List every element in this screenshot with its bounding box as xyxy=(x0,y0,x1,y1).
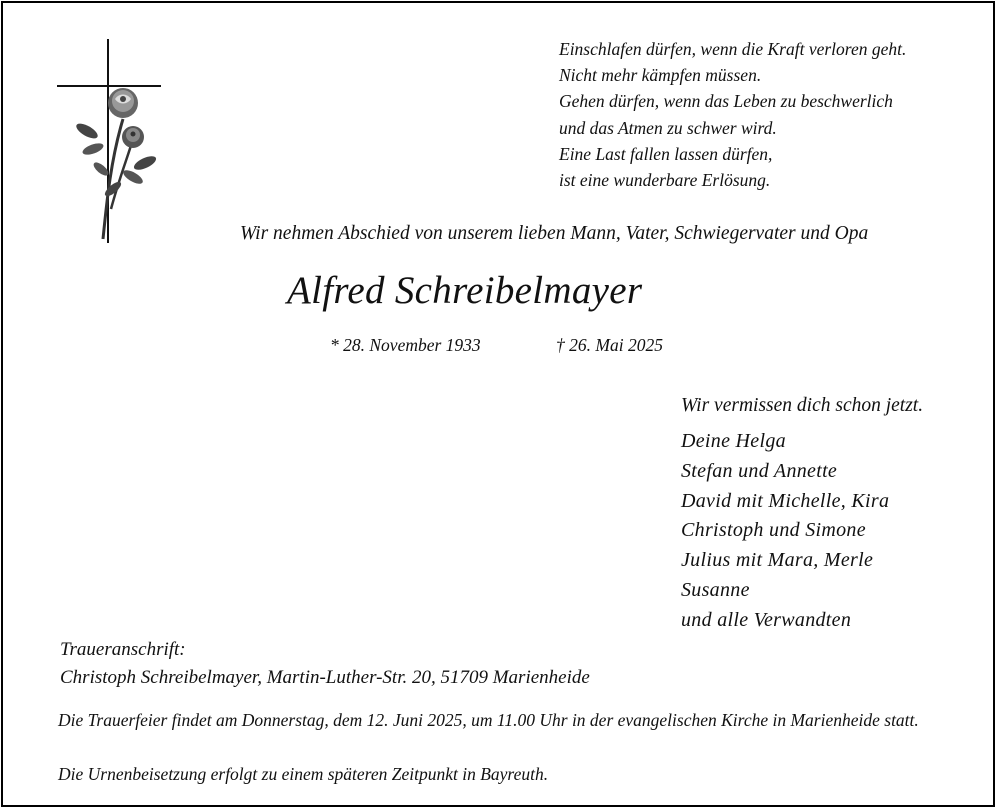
poem-line: Eine Last fallen lassen dürfen, xyxy=(559,143,773,164)
family-member: Stefan und Annette xyxy=(681,459,838,482)
family-member: Julius mit Mara, Merle xyxy=(681,549,874,572)
mourning-address: Christoph Schreibelmayer, Martin-Luther-Str. 20, 51709 Marienheide xyxy=(60,667,590,688)
death-date: † 26. Mai 2025 xyxy=(556,335,663,355)
urn-burial-info: Die Urnenbeisetzung erfolgt zu einem späteren Zeitpunkt in Bayreuth. xyxy=(58,764,549,784)
family-member: und alle Verwandten xyxy=(681,608,852,631)
family-member: David mit Michelle, Kira xyxy=(681,489,890,512)
farewell-intro: Wir nehmen Abschied von unserem lieben Mann, Vater, Schwiegervater und Opa xyxy=(240,223,869,244)
funeral-service-info: Die Trauerfeier findet am Donnerstag, dem 12. Juni 2025, um 11.00 Uhr in der evangelischen Kirche in Marienheide statt. xyxy=(58,710,919,730)
poem-line: und das Atmen zu schwer wird. xyxy=(559,117,777,138)
poem-line: ist eine wunderbare Erlösung. xyxy=(559,170,771,191)
poem xyxy=(559,36,906,193)
birth-date: * 28. November 1933 xyxy=(330,335,481,355)
obituary-frame xyxy=(1,1,995,807)
address-label: Traueranschrift: xyxy=(60,639,186,660)
poem-line: Nicht mehr kämpfen müssen. xyxy=(559,65,762,86)
deceased-name: Alfred Schreibelmayer xyxy=(287,269,643,312)
family-list xyxy=(681,427,889,636)
poem-line: Einschlafen dürfen, wenn die Kraft verloren geht. xyxy=(559,39,907,59)
poem-line: Gehen dürfen, wenn das Leben zu beschwerlich xyxy=(559,91,893,112)
family-member: Deine Helga xyxy=(681,430,786,452)
family-member: Christoph und Simone xyxy=(681,519,866,542)
family-member: Susanne xyxy=(681,578,750,601)
miss-line: Wir vermissen dich schon jetzt. xyxy=(681,395,924,416)
cross-with-rose-icon xyxy=(53,39,165,249)
